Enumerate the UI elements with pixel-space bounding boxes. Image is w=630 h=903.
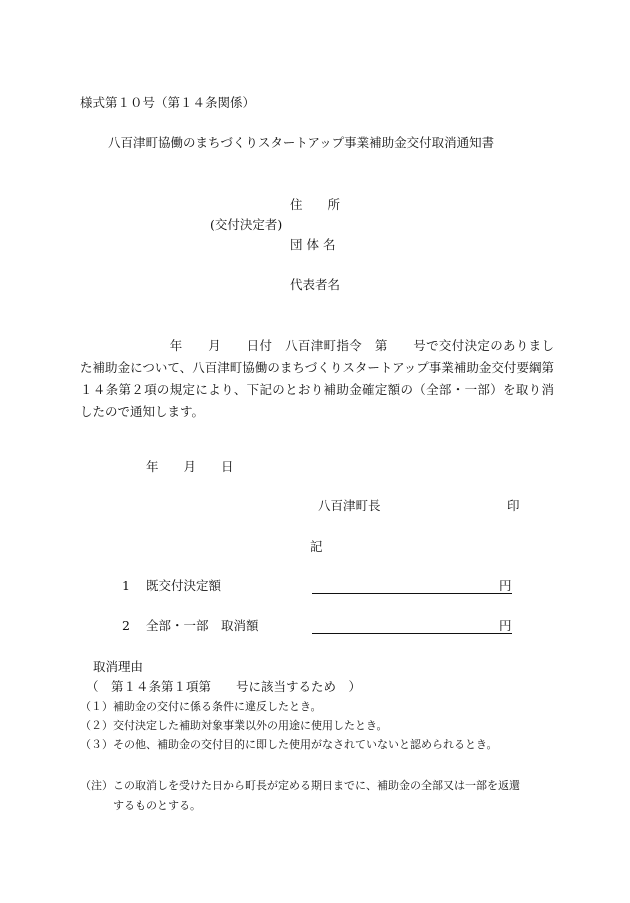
address-label: 住 所 <box>290 197 341 212</box>
note-text-continued: するものとする。 <box>113 799 201 812</box>
item-unit: 円 <box>499 618 512 633</box>
document-title: 八百津町協働のまちづくりスタートアップ事業補助金交付取消通知書 <box>108 135 495 150</box>
amount-blank-line <box>312 633 512 634</box>
note-text: （注）この取消しを受けた日から町長が定める期日までに、補助金の全部又は一部を返還 <box>80 779 520 792</box>
reason-item: （１）補助金の交付に係る条件に違反したとき。 <box>80 700 322 713</box>
item-unit: 円 <box>499 578 512 593</box>
organization-name-label: 団 体 名 <box>290 237 336 252</box>
issue-date: 年 月 日 <box>146 459 234 474</box>
recipient-role-label: (交付決定者) <box>210 217 283 232</box>
representative-name-label: 代表者名 <box>290 277 341 292</box>
item-number: 1 <box>122 578 130 593</box>
item-number: 2 <box>122 618 130 633</box>
reason-item: （２）交付決定した補助対象事業以外の用途に使用したとき。 <box>80 719 388 732</box>
ki-heading: 記 <box>310 539 323 554</box>
notice-body: 年 月 日付 八百津町指令 第 号で交付決定のありました補助金について、八百津町協働のまちづくりスタートアップ事業補助金交付要綱第１４条第２項の規定により、下記のとおり補助金確定額の（全部・一部）を取り消したので通知します。 <box>80 338 554 419</box>
reason-item: （３）その他、補助金の交付目的に即した使用がなされていないと認められるとき。 <box>80 738 498 751</box>
form-label: 様式第１０号（第１４条関係） <box>80 95 256 110</box>
reason-article: （ 第１４条第１項第 号に該当するため ） <box>86 679 362 694</box>
seal-mark: 印 <box>507 498 520 513</box>
amount-blank-line <box>312 593 512 594</box>
item-label: 全部・一部 取消額 <box>146 618 259 633</box>
issuer-name: 八百津町長 <box>318 498 381 513</box>
reason-heading: 取消理由 <box>93 659 144 674</box>
item-label: 既交付決定額 <box>146 578 222 593</box>
